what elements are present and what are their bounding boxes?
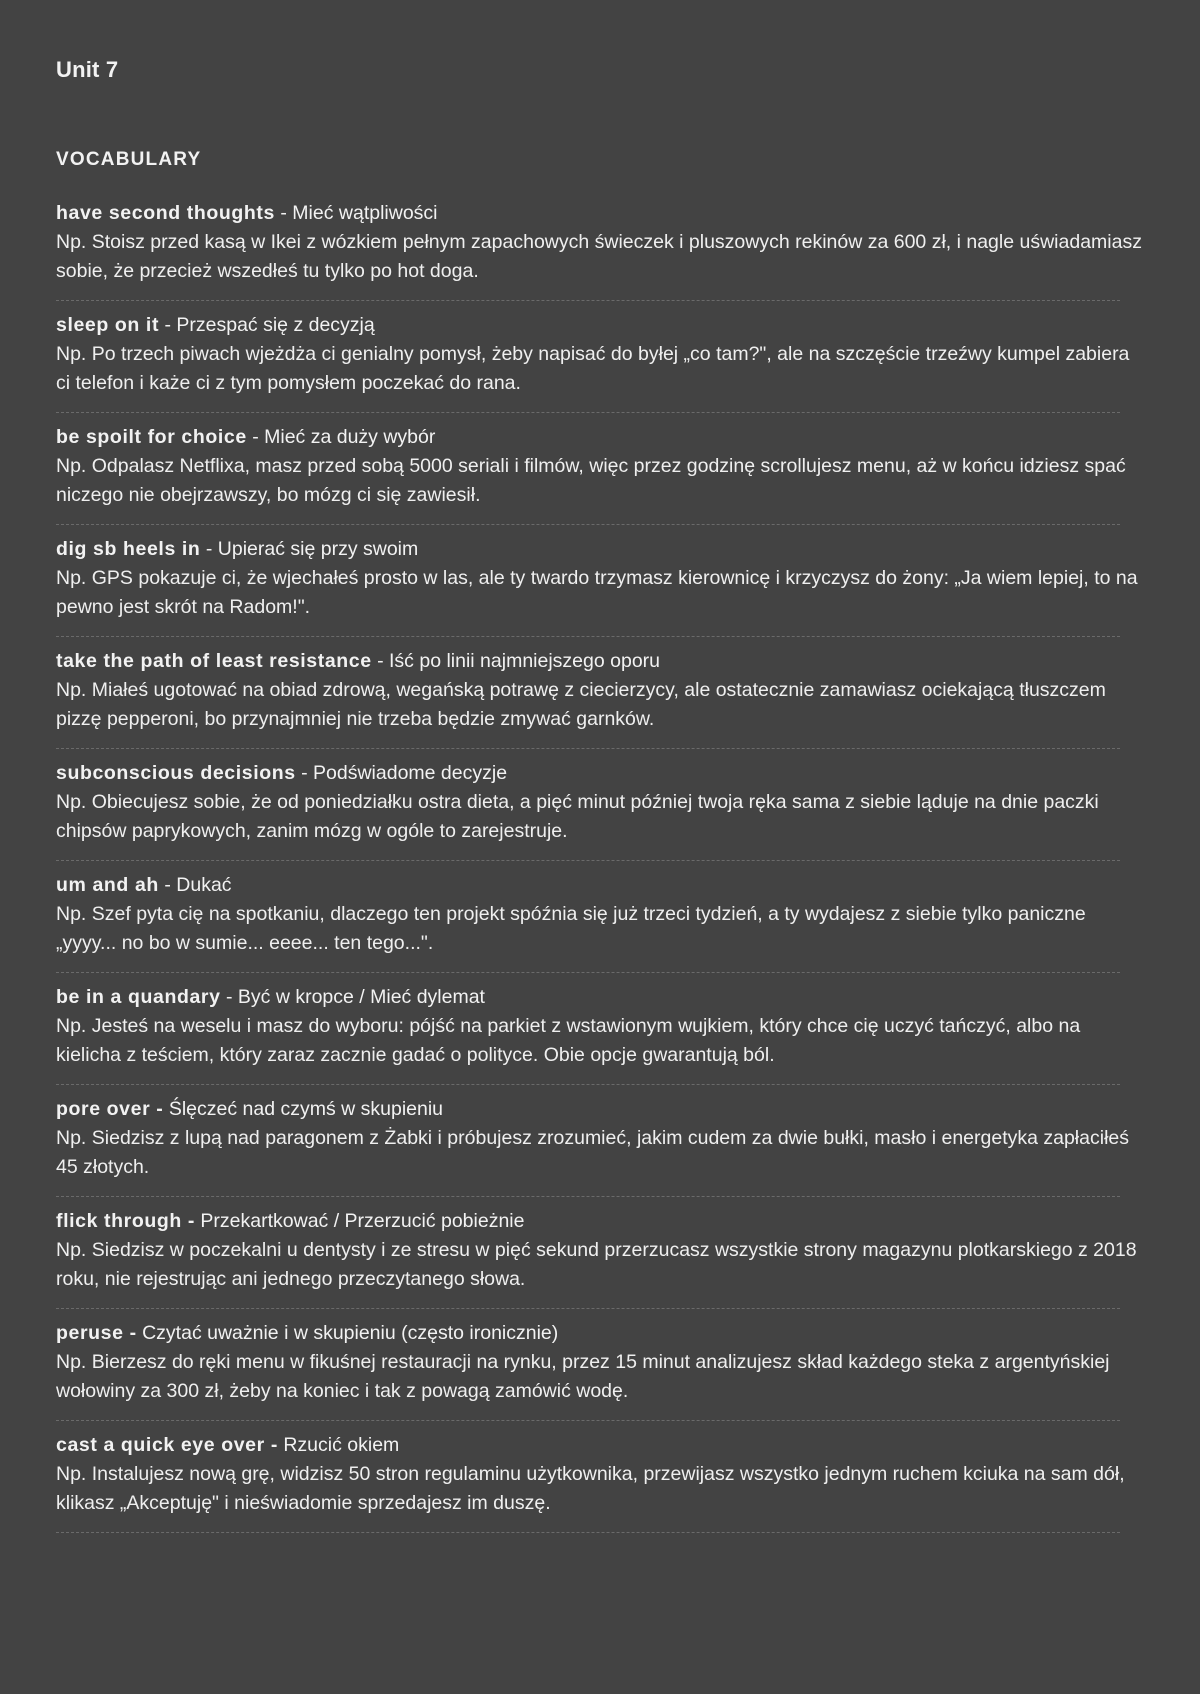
vocab-term: peruse - [56,1322,137,1344]
vocab-term: dig sb heels in [56,538,201,560]
vocab-separator: - [274,202,293,224]
vocab-term: be in a quandary [56,986,221,1008]
vocab-definition: Czytać uważnie i w skupieniu (często ironicznie) [142,1322,559,1344]
vocab-example: Np. Siedzisz w poczekalni u dentysty i ze stresu w pięć sekund przerzucasz wszystkie strony magazynu plotkarskiego z 2018 roku, nie rejestrując ani jednego przeczytanego słowa. [56,1239,1137,1290]
vocab-separator: - [158,874,177,896]
vocab-entry-heading [56,423,1120,452]
vocab-term: flick through - [56,1210,195,1232]
vocab-example: Np. Odpalasz Netflixa, masz przed sobą 5000 seriali i filmów, więc przez godzinę scrollujesz menu, aż w końcu idziesz spać niczego nie obejrzawszy, bo mózg ci się zawiesił. [56,455,1126,506]
vocab-entry-heading [56,759,1120,788]
vocab-term: subconscious decisions [56,762,296,784]
vocab-definition: Ślęczeć nad czymś w skupieniu [168,1098,444,1120]
vocab-entry [56,1431,1125,1533]
vocab-example: Np. GPS pokazuje ci, że wjechałeś prosto w las, ale ty twardo trzymasz kierownicę i krzyczysz do żony: „Ja wiem lepiej, to na pewno jest skrót na Radom!". [56,567,1138,618]
vocab-entry [56,423,1126,525]
vocab-entry-heading [56,199,1120,228]
vocab-definition: Dukać [176,874,232,896]
vocab-definition: Przespać się z decyzją [176,314,375,336]
vocab-definition: Przekartkować / Przerzucić pobieżnie [200,1210,525,1232]
vocab-example: Np. Bierzesz do ręki menu w fikuśnej restauracji na rynku, przez 15 minut analizujesz skład każdego steka z argentyńskiej wołowiny za 300 zł, żeby na koniec i tak z powagą zamówić wodę. [56,1351,1110,1402]
vocab-separator: - [200,538,218,560]
vocab-entry-heading [56,535,1120,564]
vocab-entry-heading [56,1207,1120,1236]
vocab-entry [56,1095,1129,1197]
vocab-entry-heading [56,1095,1120,1124]
vocab-example: Np. Siedzisz z lupą nad paragonem z Żabki i próbujesz zrozumieć, jakim cudem za dwie bułki, masło i energetyka zapłaciłeś 45 złotych. [56,1127,1129,1178]
vocab-term: have second thoughts [56,202,275,224]
vocab-entry [56,759,1120,861]
vocab-term: take the path of least resistance [56,650,372,672]
vocab-entry-heading [56,1431,1120,1460]
vocab-example: Np. Jesteś na weselu i masz do wyboru: pójść na parkiet z wstawionym wujkiem, który chce cię uczyć tańczyć, albo na kielicha z teściem, który zaraz zacznie gadać o polityce. Obie opcje gwarantują ból. [56,1015,1081,1066]
vocab-entry [56,871,1120,973]
vocab-entry-heading [56,647,1120,676]
vocab-entry [56,1207,1137,1309]
vocab-separator: - [295,762,314,784]
vocab-entry-heading [56,871,1120,900]
section-title: VOCABULARY [56,149,202,170]
vocab-definition: Podświadome decyzje [313,762,508,784]
vocab-term: um and ah [56,874,159,896]
vocab-entry-heading [56,311,1120,340]
vocab-separator: - [246,426,265,448]
vocab-example: Np. Miałeś ugotować na obiad zdrową, wegańską potrawę z ciecierzycy, ale ostatecznie zamawiasz ociekającą tłuszczem pizzę pepperoni, bo przynajmniej nie trzeba będzie zmywać garnków. [56,679,1106,730]
vocab-separator: - [371,650,390,672]
vocab-entry [56,311,1130,413]
vocabulary-list [56,199,1142,1533]
vocab-entry-heading [56,983,1120,1012]
vocab-definition: Iść po linii najmniejszego oporu [389,650,660,672]
vocab-entry [56,199,1142,301]
vocab-term: pore over - [56,1098,164,1120]
vocab-term: be spoilt for choice [56,426,247,448]
vocab-definition: Rzucić okiem [283,1434,400,1456]
vocab-example: Np. Stoisz przed kasą w Ikei z wózkiem pełnym zapachowych świeczek i pluszowych rekinów za 600 zł, i nagle uświadamiasz sobie, że przecież wszedłeś tu tylko po hot doga. [56,231,1142,282]
vocab-definition: Mieć za duży wybór [264,426,436,448]
vocab-entry [56,535,1138,637]
vocab-separator: - [220,986,238,1008]
vocab-example: Np. Instalujesz nową grę, widzisz 50 stron regulaminu użytkownika, przewijasz wszystko jednym ruchem kciuka na sam dół, klikasz „Akceptuję" i nieświadomie sprzedajesz im duszę. [56,1463,1125,1514]
vocab-example: Np. Po trzech piwach wjeżdża ci genialny pomysł, żeby napisać do byłej „co tam?", ale na szczęście trzeźwy kumpel zabiera ci telefon i każe ci z tym pomysłem poczekać do rana. [56,343,1130,394]
unit-title: Unit 7 [56,57,119,82]
vocab-definition: Być w kropce / Mieć dylemat [237,986,485,1008]
vocab-term: sleep on it [56,314,160,336]
vocab-example: Np. Szef pyta cię na spotkaniu, dlaczego ten projekt spóźnia się już trzeci tydzień, a ty wydajesz z siebie tylko paniczne „yyyy... no bo w sumie... eeee... ten tego...". [56,903,1086,954]
vocab-entry [56,983,1120,1085]
vocab-separator: - [159,314,177,336]
vocab-definition: Mieć wątpliwości [292,202,438,224]
vocab-entry [56,1319,1120,1421]
vocab-entry [56,647,1120,749]
vocab-example: Np. Obiecujesz sobie, że od poniedziałku ostra dieta, a pięć minut później twoja ręka sama z siebie ląduje na dnie paczki chipsów paprykowych, zanim mózg w ogóle to zarejestruje. [56,791,1099,842]
vocab-term: cast a quick eye over - [56,1434,278,1456]
vocab-definition: Upierać się przy swoim [217,538,419,560]
vocab-entry-heading [56,1319,1120,1348]
